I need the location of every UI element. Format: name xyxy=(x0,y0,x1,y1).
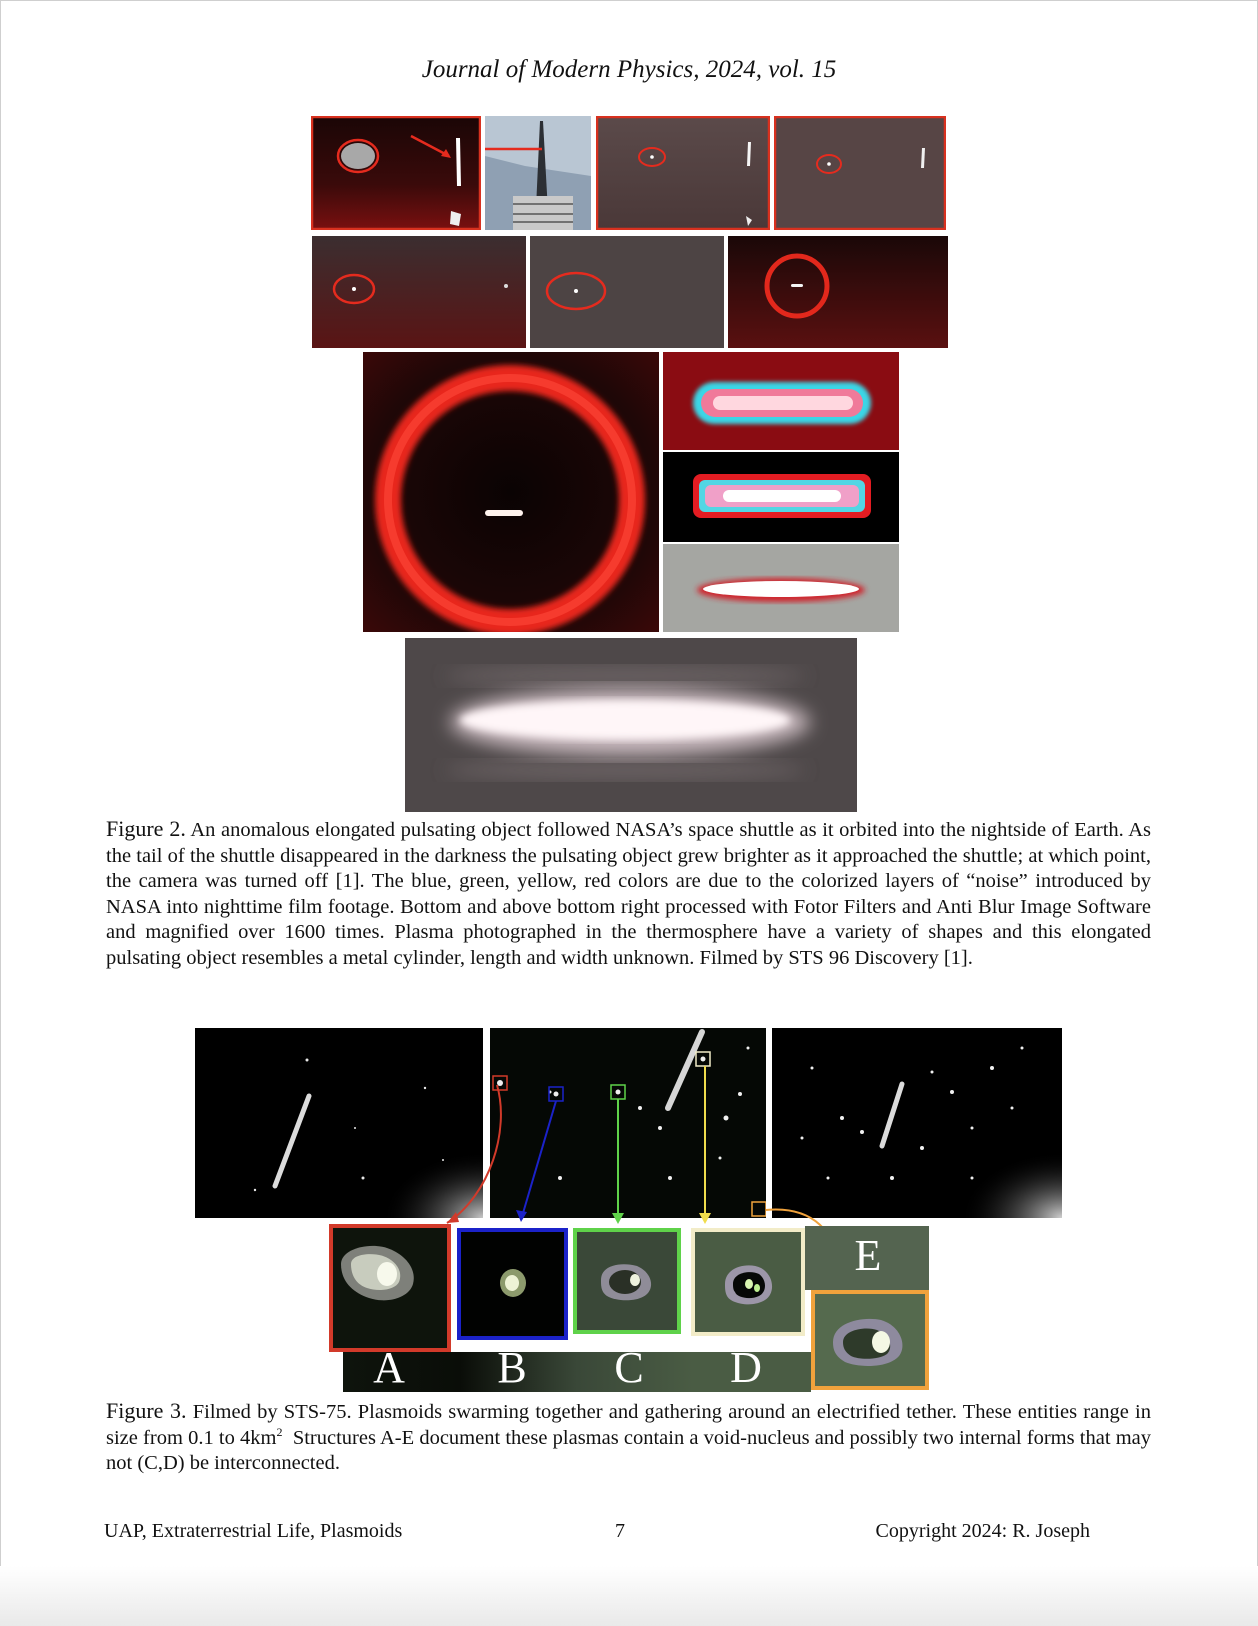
figure-3-label: Figure 3. xyxy=(106,1398,187,1423)
figure-3-caption-text-2: Structures A-E document these plasmas contain a void-nucleus and possibly two internal forms that may not (C,D) be interconnected. xyxy=(106,1426,1157,1475)
figure-3-caption-superscript: 2 xyxy=(276,1424,283,1439)
figure-2-caption-text: An anomalous elongated pulsating object followed NASA’s space shuttle as it orbited into the nightside of Earth. As the tail of the shuttle disappeared in the darkness the pulsating object grew brighter as it approached the shuttle; at which point, the camera was turned off [1]. The blue, green, yellow, red colors are due to the colorized layers of “noise” introduced by NASA into nighttime film footage. Bottom and above bottom right processed with Fotor Filters and Anti Blur Image Software and magnified over 1600 times. Plasma photographed in the thermosphere have a variety of shapes and this elongated pulsating object resembles a metal cylinder, length and width unknown. Filmed by STS 96 Discovery [1]. xyxy=(106,819,1151,969)
fig3-detail-e xyxy=(811,1290,929,1390)
panel-letter-b: B xyxy=(497,1343,527,1392)
fig3-detail-d xyxy=(691,1228,805,1336)
page-bottom-shade xyxy=(0,1566,1258,1626)
footer-running-title: UAP, Extraterrestrial Life, Plasmoids xyxy=(104,1520,403,1542)
fig3-detail-a xyxy=(329,1224,451,1352)
figure-3-caption-text-1: Filmed by STS-75. Plasmoids swarming together and gathering around an electrified tether. These entities range in size from 0.1 to 4km xyxy=(106,1401,1151,1449)
figure-2-label: Figure 2. xyxy=(106,816,186,841)
panel-letter-a: A xyxy=(373,1343,405,1392)
journal-header: Journal of Modern Physics, 2024, vol. 15 xyxy=(421,56,837,83)
figure-3-caption xyxy=(106,1398,1157,1477)
footer-copyright: Copyright 2024: R. Joseph xyxy=(875,1520,1090,1542)
fig3-detail-c xyxy=(573,1228,681,1334)
panel-letter-e: E xyxy=(854,1231,882,1280)
panel-letter-d: D xyxy=(730,1343,762,1392)
panel-letter-c: C xyxy=(614,1343,644,1392)
fig3-detail-b xyxy=(457,1228,568,1340)
footer-page-number: 7 xyxy=(615,1520,625,1542)
